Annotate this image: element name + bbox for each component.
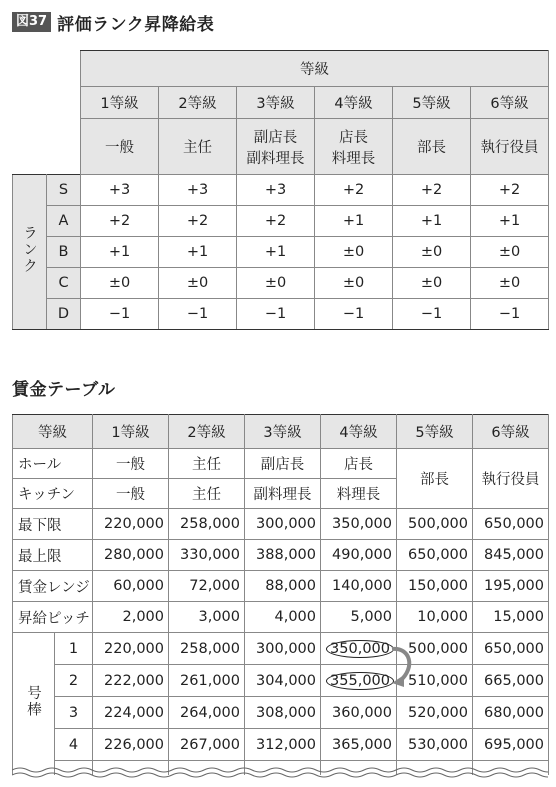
rank-value: ±0 [471, 237, 549, 268]
rank-value: +3 [159, 175, 237, 206]
position-cell: 一般 [81, 119, 159, 175]
range-value: 195,000 [473, 571, 549, 602]
position-cell: 店長 料理長 [315, 119, 393, 175]
rank-value: +1 [315, 206, 393, 237]
rank-letter: C [47, 268, 81, 299]
grade-cell: 2等級 [159, 87, 237, 119]
rank-value: +2 [315, 175, 393, 206]
pitch-value: 3,000 [169, 602, 245, 633]
grade-header: 等級 [81, 51, 549, 87]
max-label: 最上限 [13, 540, 93, 571]
rank-value: +1 [393, 206, 471, 237]
pitch-value: 4,000 [245, 602, 321, 633]
position-cell: 主任 [159, 119, 237, 175]
position-cell: 執行役員 [471, 119, 549, 175]
step-value: 530,000 [397, 729, 473, 761]
figure-badge: 図37 [12, 12, 51, 32]
grade-cell: 3等級 [237, 87, 315, 119]
rank-value: +2 [393, 175, 471, 206]
rank-letter: A [47, 206, 81, 237]
rank-value: ±0 [315, 237, 393, 268]
blank-corner [13, 87, 81, 119]
hall-position: 主任 [169, 449, 245, 479]
grade-cell: 3等級 [245, 415, 321, 449]
pitch-value: 5,000 [321, 602, 397, 633]
min-value: 220,000 [93, 509, 169, 540]
rank-value: +2 [159, 206, 237, 237]
pitch-label: 昇給ピッチ [13, 602, 93, 633]
grade-cell: 5等級 [393, 87, 471, 119]
pitch-value: 15,000 [473, 602, 549, 633]
position-cell: 部長 [393, 119, 471, 175]
kitchen-position: 副料理長 [245, 479, 321, 509]
rank-value: −1 [471, 299, 549, 330]
step-value: 261,000 [169, 665, 245, 697]
rank-letter: D [47, 299, 81, 330]
step-value: 226,000 [93, 729, 169, 761]
range-label: 賃金レンジ [13, 571, 93, 602]
grade-cell: 1等級 [93, 415, 169, 449]
wage-table-title: 賃金テーブル [12, 380, 116, 400]
hall-label: ホール [13, 449, 93, 479]
step-value: 520,000 [397, 697, 473, 729]
rank-letter: S [47, 175, 81, 206]
step-value: 312,000 [245, 729, 321, 761]
grade-cell: 2等級 [169, 415, 245, 449]
wage-table [12, 414, 549, 775]
step-value: 695,000 [473, 729, 549, 761]
rank-vertical-label: ランク [13, 175, 47, 330]
rank-value: +3 [237, 175, 315, 206]
range-value: 88,000 [245, 571, 321, 602]
position-cell: 副店長 副料理長 [237, 119, 315, 175]
rank-value: −1 [237, 299, 315, 330]
step-arrow-icon [386, 643, 420, 693]
grade-cell: 6等級 [471, 87, 549, 119]
min-value: 650,000 [473, 509, 549, 540]
step-value: 224,000 [93, 697, 169, 729]
rank-value: ±0 [315, 268, 393, 299]
step-number: 3 [55, 697, 93, 729]
min-value: 350,000 [321, 509, 397, 540]
step-number: 4 [55, 729, 93, 761]
step-value: 258,000 [169, 633, 245, 665]
step-value: 680,000 [473, 697, 549, 729]
rank-value: ±0 [393, 268, 471, 299]
step-value: 510,000 [397, 665, 473, 697]
max-value: 490,000 [321, 540, 397, 571]
kitchen-position: 主任 [169, 479, 245, 509]
rank-value: +1 [81, 237, 159, 268]
rank-value: ±0 [81, 268, 159, 299]
step-value: 220,000 [93, 633, 169, 665]
blank-corner [13, 119, 81, 175]
step-value: 300,000 [245, 633, 321, 665]
step-value: 304,000 [245, 665, 321, 697]
rank-value: −1 [159, 299, 237, 330]
blank-corner [13, 51, 81, 87]
range-value: 140,000 [321, 571, 397, 602]
shared-position: 部長 [397, 449, 473, 509]
rank-value: +1 [471, 206, 549, 237]
pitch-value: 10,000 [397, 602, 473, 633]
step-value: 222,000 [93, 665, 169, 697]
min-value: 500,000 [397, 509, 473, 540]
figure-title-text: 評価ランク昇降給表 [57, 14, 215, 35]
max-value: 280,000 [93, 540, 169, 571]
rank-table [12, 50, 549, 330]
rank-value: +2 [237, 206, 315, 237]
step-value: 500,000 [397, 633, 473, 665]
figure-title [12, 10, 214, 34]
rank-value: +1 [237, 237, 315, 268]
grade-header: 等級 [13, 415, 93, 449]
step-vertical-label: 号棒 [13, 633, 55, 775]
rank-value: ±0 [393, 237, 471, 268]
step-value: 360,000 [321, 697, 397, 729]
kitchen-label: キッチン [13, 479, 93, 509]
max-value: 650,000 [397, 540, 473, 571]
rank-value: +3 [81, 175, 159, 206]
hall-position: 一般 [93, 449, 169, 479]
rank-value: −1 [81, 299, 159, 330]
grade-cell: 5等級 [397, 415, 473, 449]
step-value: 264,000 [169, 697, 245, 729]
step-value-circled: 355,000 [321, 665, 397, 697]
hall-position: 副店長 [245, 449, 321, 479]
kitchen-position: 一般 [93, 479, 169, 509]
step-value: 650,000 [473, 633, 549, 665]
step-value: 365,000 [321, 729, 397, 761]
rank-value: +2 [81, 206, 159, 237]
kitchen-position: 料理長 [321, 479, 397, 509]
step-number: 2 [55, 665, 93, 697]
step-value-circled: 350,000 [321, 633, 397, 665]
rank-value: −1 [393, 299, 471, 330]
shared-position: 執行役員 [473, 449, 549, 509]
step-value: 308,000 [245, 697, 321, 729]
max-value: 388,000 [245, 540, 321, 571]
min-value: 300,000 [245, 509, 321, 540]
min-value: 258,000 [169, 509, 245, 540]
range-value: 72,000 [169, 571, 245, 602]
grade-cell: 1等級 [81, 87, 159, 119]
rank-letter: B [47, 237, 81, 268]
rank-value: −1 [315, 299, 393, 330]
grade-cell: 6等級 [473, 415, 549, 449]
rank-value: ±0 [237, 268, 315, 299]
hall-position: 店長 [321, 449, 397, 479]
break-wave-icon [12, 766, 548, 778]
rank-value: ±0 [471, 268, 549, 299]
min-label: 最下限 [13, 509, 93, 540]
max-value: 845,000 [473, 540, 549, 571]
grade-cell: 4等級 [315, 87, 393, 119]
range-value: 150,000 [397, 571, 473, 602]
max-value: 330,000 [169, 540, 245, 571]
step-value: 267,000 [169, 729, 245, 761]
grade-cell: 4等級 [321, 415, 397, 449]
range-value: 60,000 [93, 571, 169, 602]
rank-value: +1 [159, 237, 237, 268]
step-number: 1 [55, 633, 93, 665]
pitch-value: 2,000 [93, 602, 169, 633]
rank-value: +2 [471, 175, 549, 206]
rank-value: ±0 [159, 268, 237, 299]
step-value: 665,000 [473, 665, 549, 697]
